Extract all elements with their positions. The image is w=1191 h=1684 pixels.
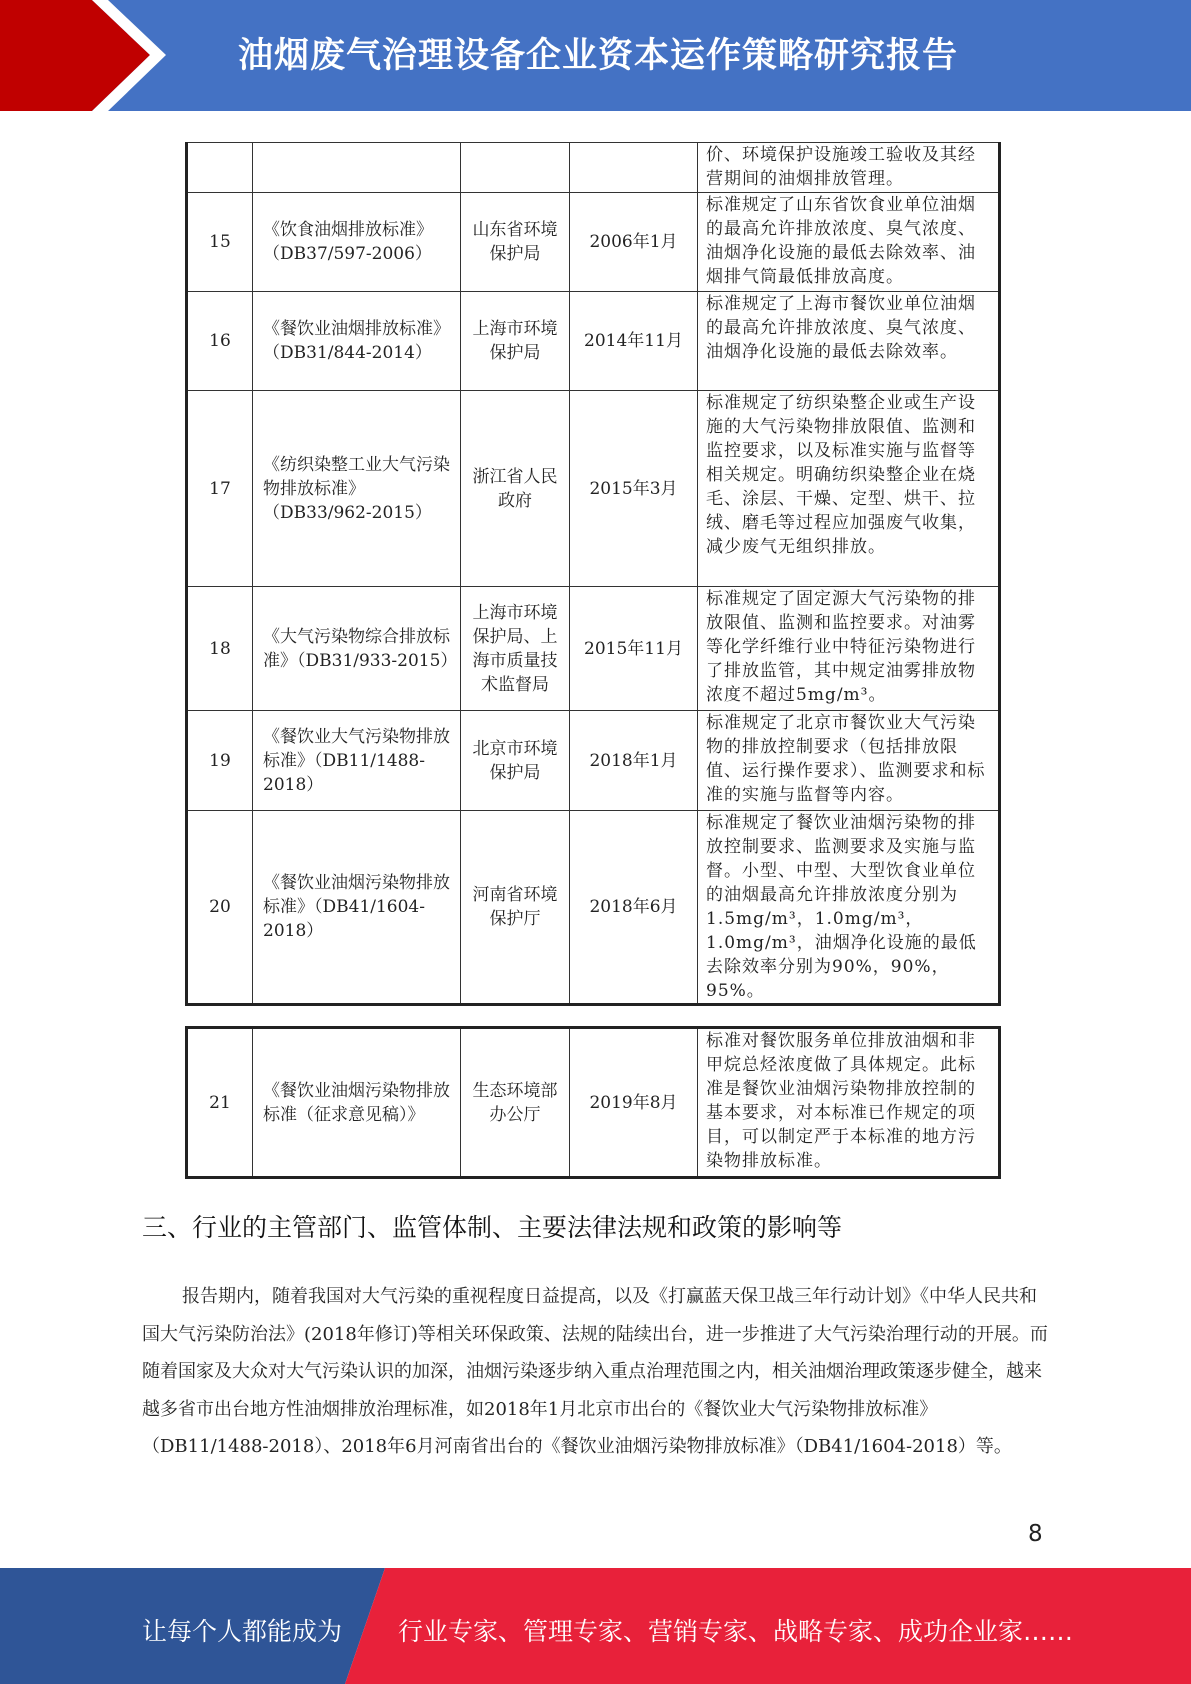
- table-cell-desc: 标准规定了餐饮业油烟污染物的排放控制要求、监测要求及实施与监督。小型、中型、大型饮食业单位的油烟最高允许排放浓度分别为 1.5mg/m³，1.0mg/m³，1.0mg/m³，油烟净化设施的最低去除效率分别为90%，90%，95%。: [698, 811, 1000, 1005]
- report-title: 油烟废气治理设备企业资本运作策略研究报告: [238, 36, 959, 76]
- table-cell-date: 2015年3月: [570, 391, 698, 587]
- table-cell-no: 17: [187, 391, 253, 587]
- footer-slogan-right: 行业专家、管理专家、营销专家、战略专家、成功企业家……: [398, 1617, 1074, 1646]
- table-cell-name: 《饮食油烟排放标准》（DB37/597-2006）: [253, 193, 461, 292]
- table-cell-date: 2018年1月: [570, 711, 698, 811]
- table-cell-name: 《餐饮业大气污染物排放标准》（DB11/1488-2018）: [253, 711, 461, 811]
- table-cell-agency: 河南省环境保护厅: [461, 811, 570, 1005]
- table-cell-name: 《餐饮业油烟污染物排放标准（征求意见稿）》: [253, 1028, 461, 1178]
- table-cell-name: 《餐饮业油烟污染物排放标准》（DB41/1604-2018）: [253, 811, 461, 1005]
- table-cell-agency: 山东省环境保护局: [461, 193, 570, 292]
- page-footer: [0, 1568, 1191, 1684]
- table-row: [187, 711, 1000, 811]
- section-heading: 三、行业的主管部门、监管体制、主要法律法规和政策的影响等: [142, 1213, 843, 1242]
- table-cell-desc: 标准规定了纺织染整企业或生产设施的大气污染物排放限值、监测和监控要求，以及标准实施与监督等相关规定。明确纺织染整企业在烧毛、涂层、干燥、定型、烘干、拉绒、磨毛等过程应加强废气收集，减少废气无组织排放。: [698, 391, 1000, 587]
- header-arrow-shape: [0, 0, 150, 111]
- table-cell-date: 2006年1月: [570, 193, 698, 292]
- table-cell-name: 《餐饮业油烟排放标准》（DB31/844-2014）: [253, 292, 461, 391]
- table-cell-desc: 价、环境保护设施竣工验收及其经营期间的油烟排放管理。: [698, 143, 1000, 193]
- table-cell-name: [253, 143, 461, 193]
- table-cell-name: 《大气污染物综合排放标准》（DB31/933-2015）: [253, 587, 461, 711]
- table-cell-desc: 标准规定了上海市餐饮业单位油烟的最高允许排放浓度、臭气浓度、油烟净化设施的最低去除效率。: [698, 292, 1000, 391]
- table-cell-no: 20: [187, 811, 253, 1005]
- table-row: [187, 1028, 1000, 1178]
- table-cell-date: 2018年6月: [570, 811, 698, 1005]
- footer-slogan-left: 让每个人都能成为: [142, 1617, 343, 1646]
- table-cell-date: 2015年11月: [570, 587, 698, 711]
- table-row: [187, 811, 1000, 1005]
- table-cell-no: 16: [187, 292, 253, 391]
- section-paragraph: [142, 1278, 1052, 1466]
- standards-table: [185, 142, 1001, 1006]
- table-row: [187, 193, 1000, 292]
- table-cell-desc: 标准规定了山东省饮食业单位油烟的最高允许排放浓度、臭气浓度、油烟净化设施的最低去除效率、油烟排气筒最低排放高度。: [698, 193, 1000, 292]
- table-cell-name: 《纺织染整工业大气污染物排放标准》（DB33/962-2015）: [253, 391, 461, 587]
- table-cell-agency: 上海市环境保护局、上海市质量技术监督局: [461, 587, 570, 711]
- table-cell-agency: 生态环境部办公厅: [461, 1028, 570, 1178]
- table-cell-agency: 上海市环境保护局: [461, 292, 570, 391]
- table-row: [187, 292, 1000, 391]
- page-number: 8: [1028, 1521, 1043, 1547]
- table-cell-agency: 浙江省人民政府: [461, 391, 570, 587]
- table-cell-agency: [461, 143, 570, 193]
- table-cell-desc: 标准规定了固定源大气污染物的排放限值、监测和监控要求。对油雾等化学纤维行业中特征污染物进行了排放监管，其中规定油雾排放物浓度不超过5mg/m³。: [698, 587, 1000, 711]
- table-cell-date: 2014年11月: [570, 292, 698, 391]
- table-cell-no: 19: [187, 711, 253, 811]
- table-cell-agency: 北京市环境保护局: [461, 711, 570, 811]
- table-cell-no: 18: [187, 587, 253, 711]
- table-row: [187, 391, 1000, 587]
- table-row: [187, 587, 1000, 711]
- table-cell-date: 2019年8月: [570, 1028, 698, 1178]
- table-cell-date: [570, 143, 698, 193]
- paragraph-text: 报告期内，随着我国对大气污染的重视程度日益提高，以及《打赢蓝天保卫战三年行动计划》《中华人民共和国大气污染防治法》(2018年修订)等相关环保政策、法规的陆续出台，进一步推进了大气污染治理行动的开展。而随着国家及大众对大气污染认识的加深，油烟污染逐步纳入重点治理范围之内，相关油烟治理政策逐步健全，越来越多省市出台地方性油烟排放治理标准，如2018年1月北京市出台的《餐饮业大气污染物排放标准》（DB11/1488-2018）、2018年6月河南省出台的《餐饮业油烟污染物排放标准》（DB41/1604-2018）等。: [142, 1286, 1048, 1457]
- table-cell-no: 15: [187, 193, 253, 292]
- standards-table-continued: [185, 1026, 1001, 1179]
- table-cell-no: 21: [187, 1028, 253, 1178]
- table-cell-no: [187, 143, 253, 193]
- page-header: [0, 0, 1191, 111]
- table-row-continued: [187, 143, 1000, 193]
- table-cell-desc: 标准对餐饮服务单位排放油烟和非甲烷总烃浓度做了具体规定。此标准是餐饮业油烟污染物排放控制的基本要求，对本标准已作规定的项目，可以制定严于本标准的地方污染物排放标准。: [698, 1028, 1000, 1178]
- table-cell-desc: 标准规定了北京市餐饮业大气污染物的排放控制要求（包括排放限值、运行操作要求）、监测要求和标准的实施与监督等内容。: [698, 711, 1000, 811]
